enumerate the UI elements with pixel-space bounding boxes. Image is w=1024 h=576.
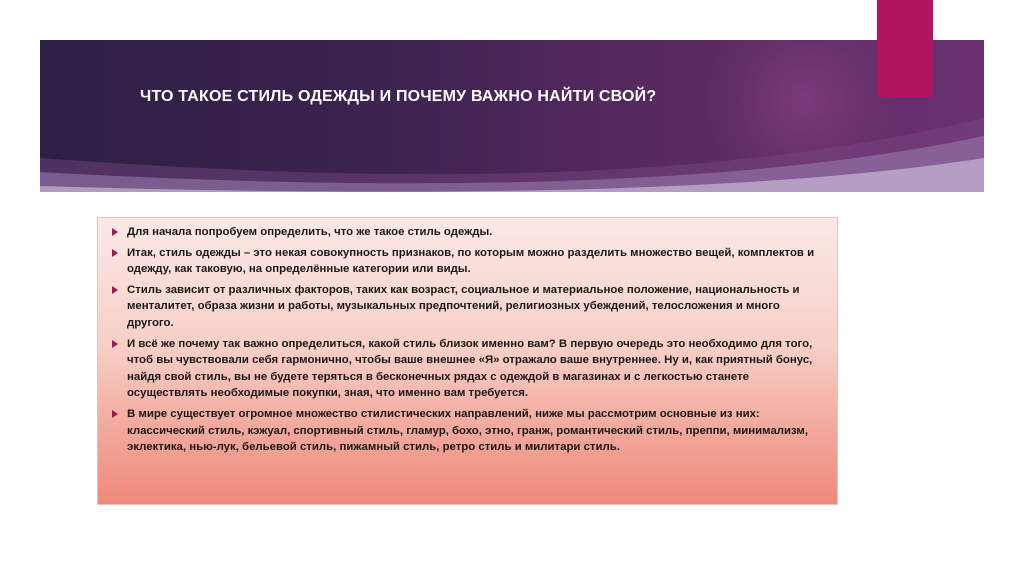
bullet-item [110,245,825,278]
bullet-item [110,282,825,332]
slide-title: ЧТО ТАКОЕ СТИЛЬ ОДЕЖДЫ И ПОЧЕМУ ВАЖНО НАЙТИ СВОЙ? [140,88,657,105]
bullet-text: В мире существует огромное множество стилистических направлений, ниже мы рассмотрим основные из них: классический стиль, кэжуал, спортивный стиль, гламур, бохо, этно, гранж, романтический стиль, преппи, минимализм, эклектика, нью-лук, бельевой стиль, пижамный стиль, ретро стиль и милитари стиль. [127,407,808,454]
title-banner [40,40,984,192]
triangle-bullet-icon [112,340,118,348]
content-box [97,217,838,505]
bullet-item [110,406,825,456]
accent-tab [877,0,933,97]
bullet-text: Итак, стиль одежды – это некая совокупность признаков, по которым можно разделить множество вещей, комплектов и одежду, как таковую, на определённые категории или виды. [127,246,815,276]
banner-swoosh [40,40,984,192]
triangle-bullet-icon [112,286,118,294]
triangle-bullet-icon [112,249,118,257]
bullet-text: Для начала попробуем определить, что же такое стиль одежды. [127,226,493,238]
triangle-bullet-icon [112,228,118,236]
bullet-text: И всё же почему так важно определиться, какой стиль близок именно вам? В первую очередь это необходимо для того, чтоб вы чувствовали себя гармонично, чтобы ваше внешнее «Я» отражало ваше внутреннее. Ну и, как приятный бонус, найдя свой стиль, вы не будете теряться в бесконечных рядах с одеждой в магазинах и с легкостью станете осуществлять необходимые покупки, зная, что именно вам требуется. [127,337,813,400]
bullet-text: Стиль зависит от различных факторов, таких как возраст, социальное и материальное положение, национальность и менталитет, образа жизни и работы, музыкальных предпочтений, религиозных убеждений, телосложения и много другого. [127,283,800,329]
bullet-list [110,224,825,456]
triangle-bullet-icon [112,410,118,418]
bullet-item [110,336,825,402]
bullet-item [110,224,825,241]
